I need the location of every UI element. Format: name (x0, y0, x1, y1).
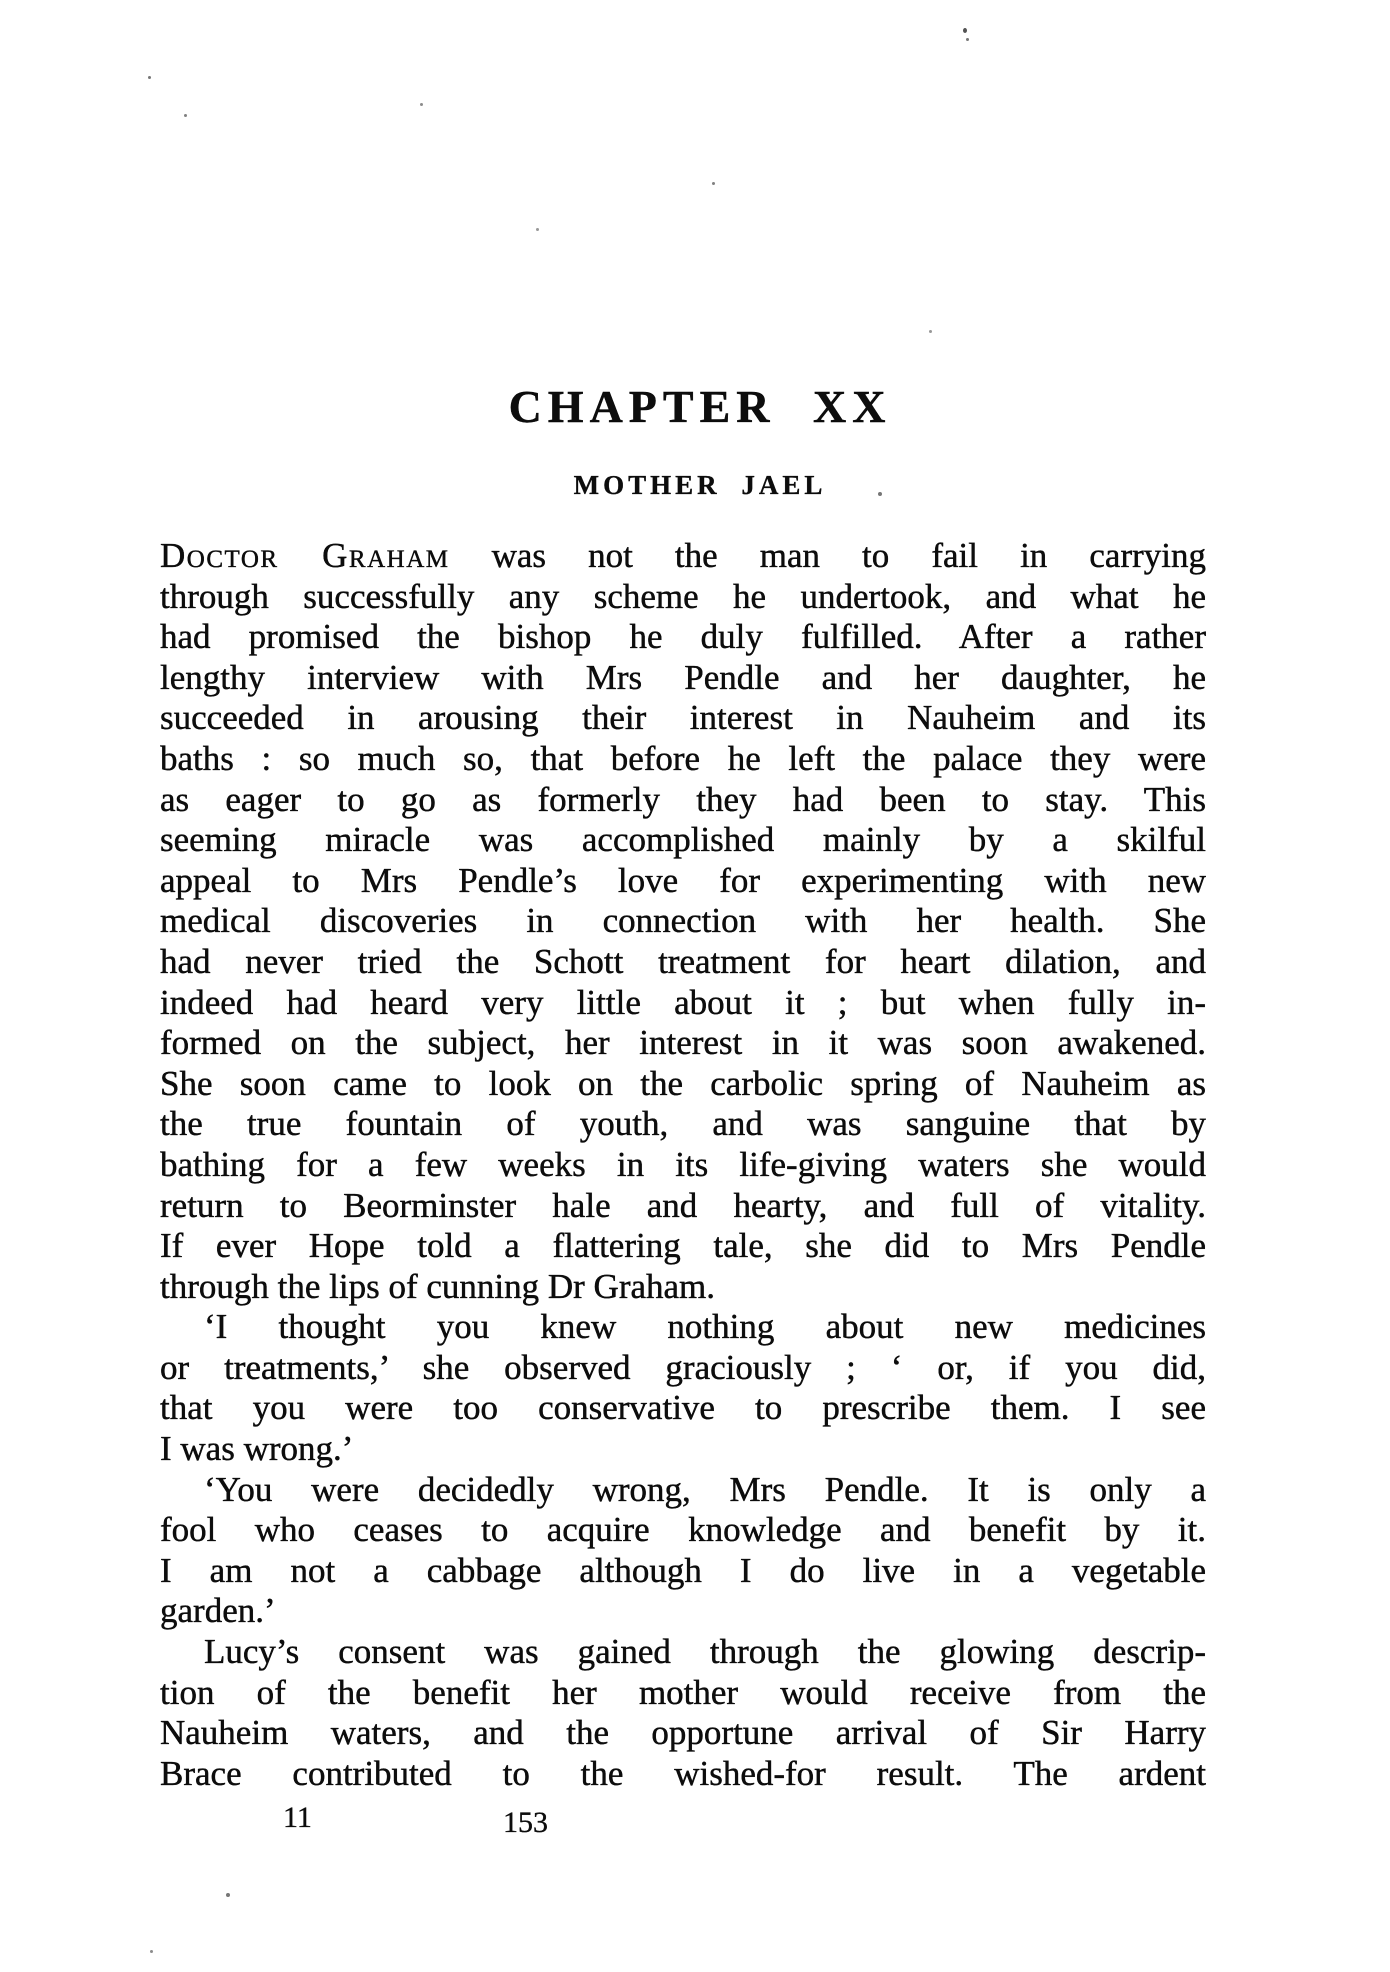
text-line: return to Beorminster hale and hearty, and full of vitality. (160, 1185, 1206, 1225)
text-line: She soon came to look on the carbolic spring of Nauheim as (160, 1063, 1206, 1103)
text-line: seeming miracle was accomplished mainly by a skilful (160, 820, 1206, 860)
page-number: 153 (503, 1806, 548, 1839)
text-line: I was wrong.’ (160, 1429, 354, 1469)
scan-speck (712, 182, 715, 185)
scan-speck (878, 492, 882, 496)
text-line: Nauheim waters, and the opportune arrival of Sir Harry (160, 1713, 1206, 1753)
text-line: through successfully any scheme he undertook, and what he (160, 576, 1206, 616)
text-line: through the lips of cunning Dr Graham. (160, 1266, 716, 1306)
scan-speck (966, 38, 969, 41)
smallcaps-lead: Doctor Graham (160, 536, 450, 575)
scan-speck (148, 76, 151, 79)
text-line: the true fountain of youth, and was sanguine that by (160, 1104, 1206, 1144)
text-line: ‘You were decidedly wrong, Mrs Pendle. It is only a (204, 1469, 1206, 1509)
text-line: fool who ceases to acquire knowledge and benefit by it. (160, 1510, 1206, 1550)
chapter-subtitle: MOTHER JAEL (573, 470, 827, 500)
text-line: Lucy’s consent was gained through the glowing descrip- (204, 1632, 1206, 1672)
text-line: that you were too conservative to prescribe them. I see (160, 1388, 1206, 1428)
text-line: formed on the subject, her interest in it was soon awakened. (160, 1023, 1206, 1063)
text-line: If ever Hope told a flattering tale, she did to Mrs Pendle (160, 1226, 1206, 1266)
scan-speck (536, 228, 539, 231)
text-line: baths : so much so, that before he left the palace they were (160, 738, 1206, 778)
text-line: bathing for a few weeks in its life-giving waters she would (160, 1144, 1206, 1184)
text-line: appeal to Mrs Pendle’s love for experimenting with new (160, 860, 1206, 900)
text-line: lengthy interview with Mrs Pendle and her daughter, he (160, 657, 1206, 697)
text-line: succeeded in arousing their interest in Nauheim and its (160, 698, 1206, 738)
text-line: indeed had heard very little about it ; but when fully in- (160, 982, 1206, 1022)
scan-speck (184, 114, 187, 117)
body-text (160, 536, 1206, 1794)
scan-speck (150, 1950, 153, 1953)
text-line: had promised the bishop he duly fulfilled. After a rather (160, 617, 1206, 657)
text-line: as eager to go as formerly they had been to stay. This (160, 779, 1206, 819)
text-line: tion of the benefit her mother would receive from the (160, 1672, 1206, 1712)
text-line: garden.’ (160, 1591, 276, 1631)
scan-speck (963, 28, 967, 33)
scan-speck (420, 103, 423, 106)
text-line: or treatments,’ she observed graciously ; ‘ or, if you did, (160, 1347, 1206, 1387)
text-line: ‘I thought you knew nothing about new medicines (204, 1307, 1206, 1347)
scan-speck (226, 1893, 230, 1897)
text-line: Doctor Graham was not the man to fail in carrying (160, 536, 1206, 575)
chapter-heading: CHAPTER XX (508, 381, 892, 432)
signature-mark: 11 (283, 1801, 312, 1834)
text-line: had never tried the Schott treatment for heart dilation, and (160, 941, 1206, 981)
text-line: medical discoveries in connection with her health. She (160, 901, 1206, 941)
text-line: I am not a cabbage although I do live in a vegetable (160, 1550, 1206, 1590)
scan-speck (929, 330, 932, 333)
text-line: Brace contributed to the wished-for result. The ardent (160, 1753, 1206, 1793)
